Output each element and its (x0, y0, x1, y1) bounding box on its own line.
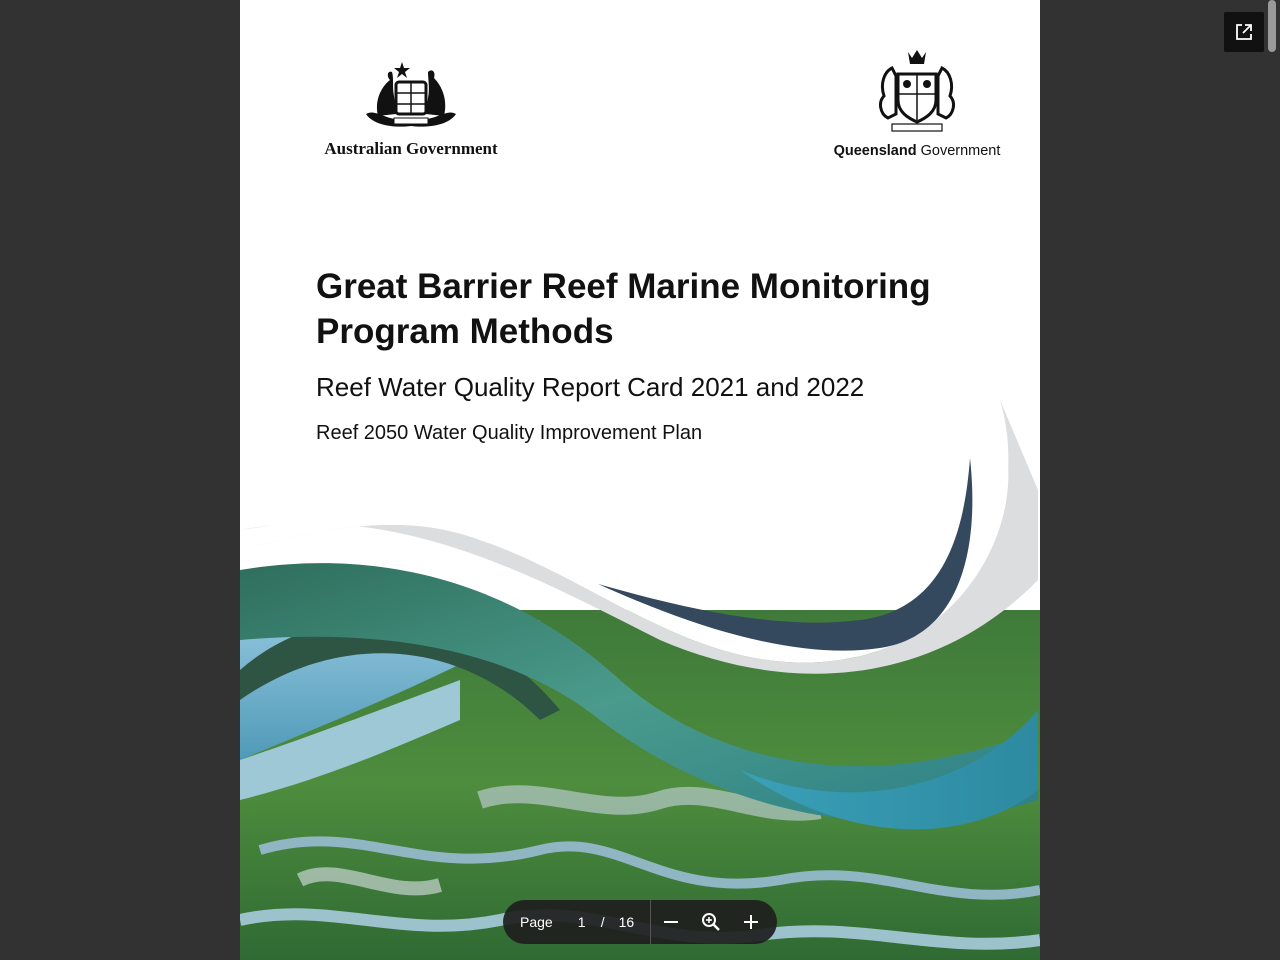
queensland-coat-of-arms-icon (862, 48, 972, 136)
zoom-in-button[interactable] (731, 900, 771, 944)
zoom-out-button[interactable] (651, 900, 691, 944)
queensland-word: Queensland (833, 143, 917, 159)
open-external-button[interactable] (1224, 12, 1264, 52)
plus-icon (742, 913, 760, 931)
page-separator: / (600, 914, 605, 930)
current-page-input[interactable]: 1 (577, 914, 586, 930)
australian-government-logo (316, 56, 506, 159)
total-pages: 16 (618, 914, 635, 930)
document-tagline: Reef 2050 Water Quality Improvement Plan (316, 422, 703, 444)
open-external-icon (1234, 22, 1254, 42)
australian-government-text: Australian Government (324, 139, 498, 158)
australian-coat-of-arms-icon (356, 56, 466, 130)
vertical-scrollbar[interactable] (1268, 0, 1276, 52)
queensland-government-text (832, 143, 1002, 159)
pdf-page (240, 0, 1040, 960)
minus-icon (662, 913, 680, 931)
fit-zoom-button[interactable] (691, 900, 731, 944)
page-label: Page (520, 914, 553, 930)
scrollbar-thumb[interactable] (1268, 0, 1276, 52)
queensland-government-logo (832, 48, 1002, 159)
document-subtitle: Reef Water Quality Report Card 2021 and 2022 (316, 372, 865, 402)
document-title: Great Barrier Reef Marine Monitoring Program Methods (316, 267, 931, 351)
pdf-viewer-toolbar (503, 900, 777, 944)
government-word: Government (916, 143, 1001, 159)
cover-artwork (240, 380, 1040, 960)
zoom-icon (701, 912, 721, 932)
